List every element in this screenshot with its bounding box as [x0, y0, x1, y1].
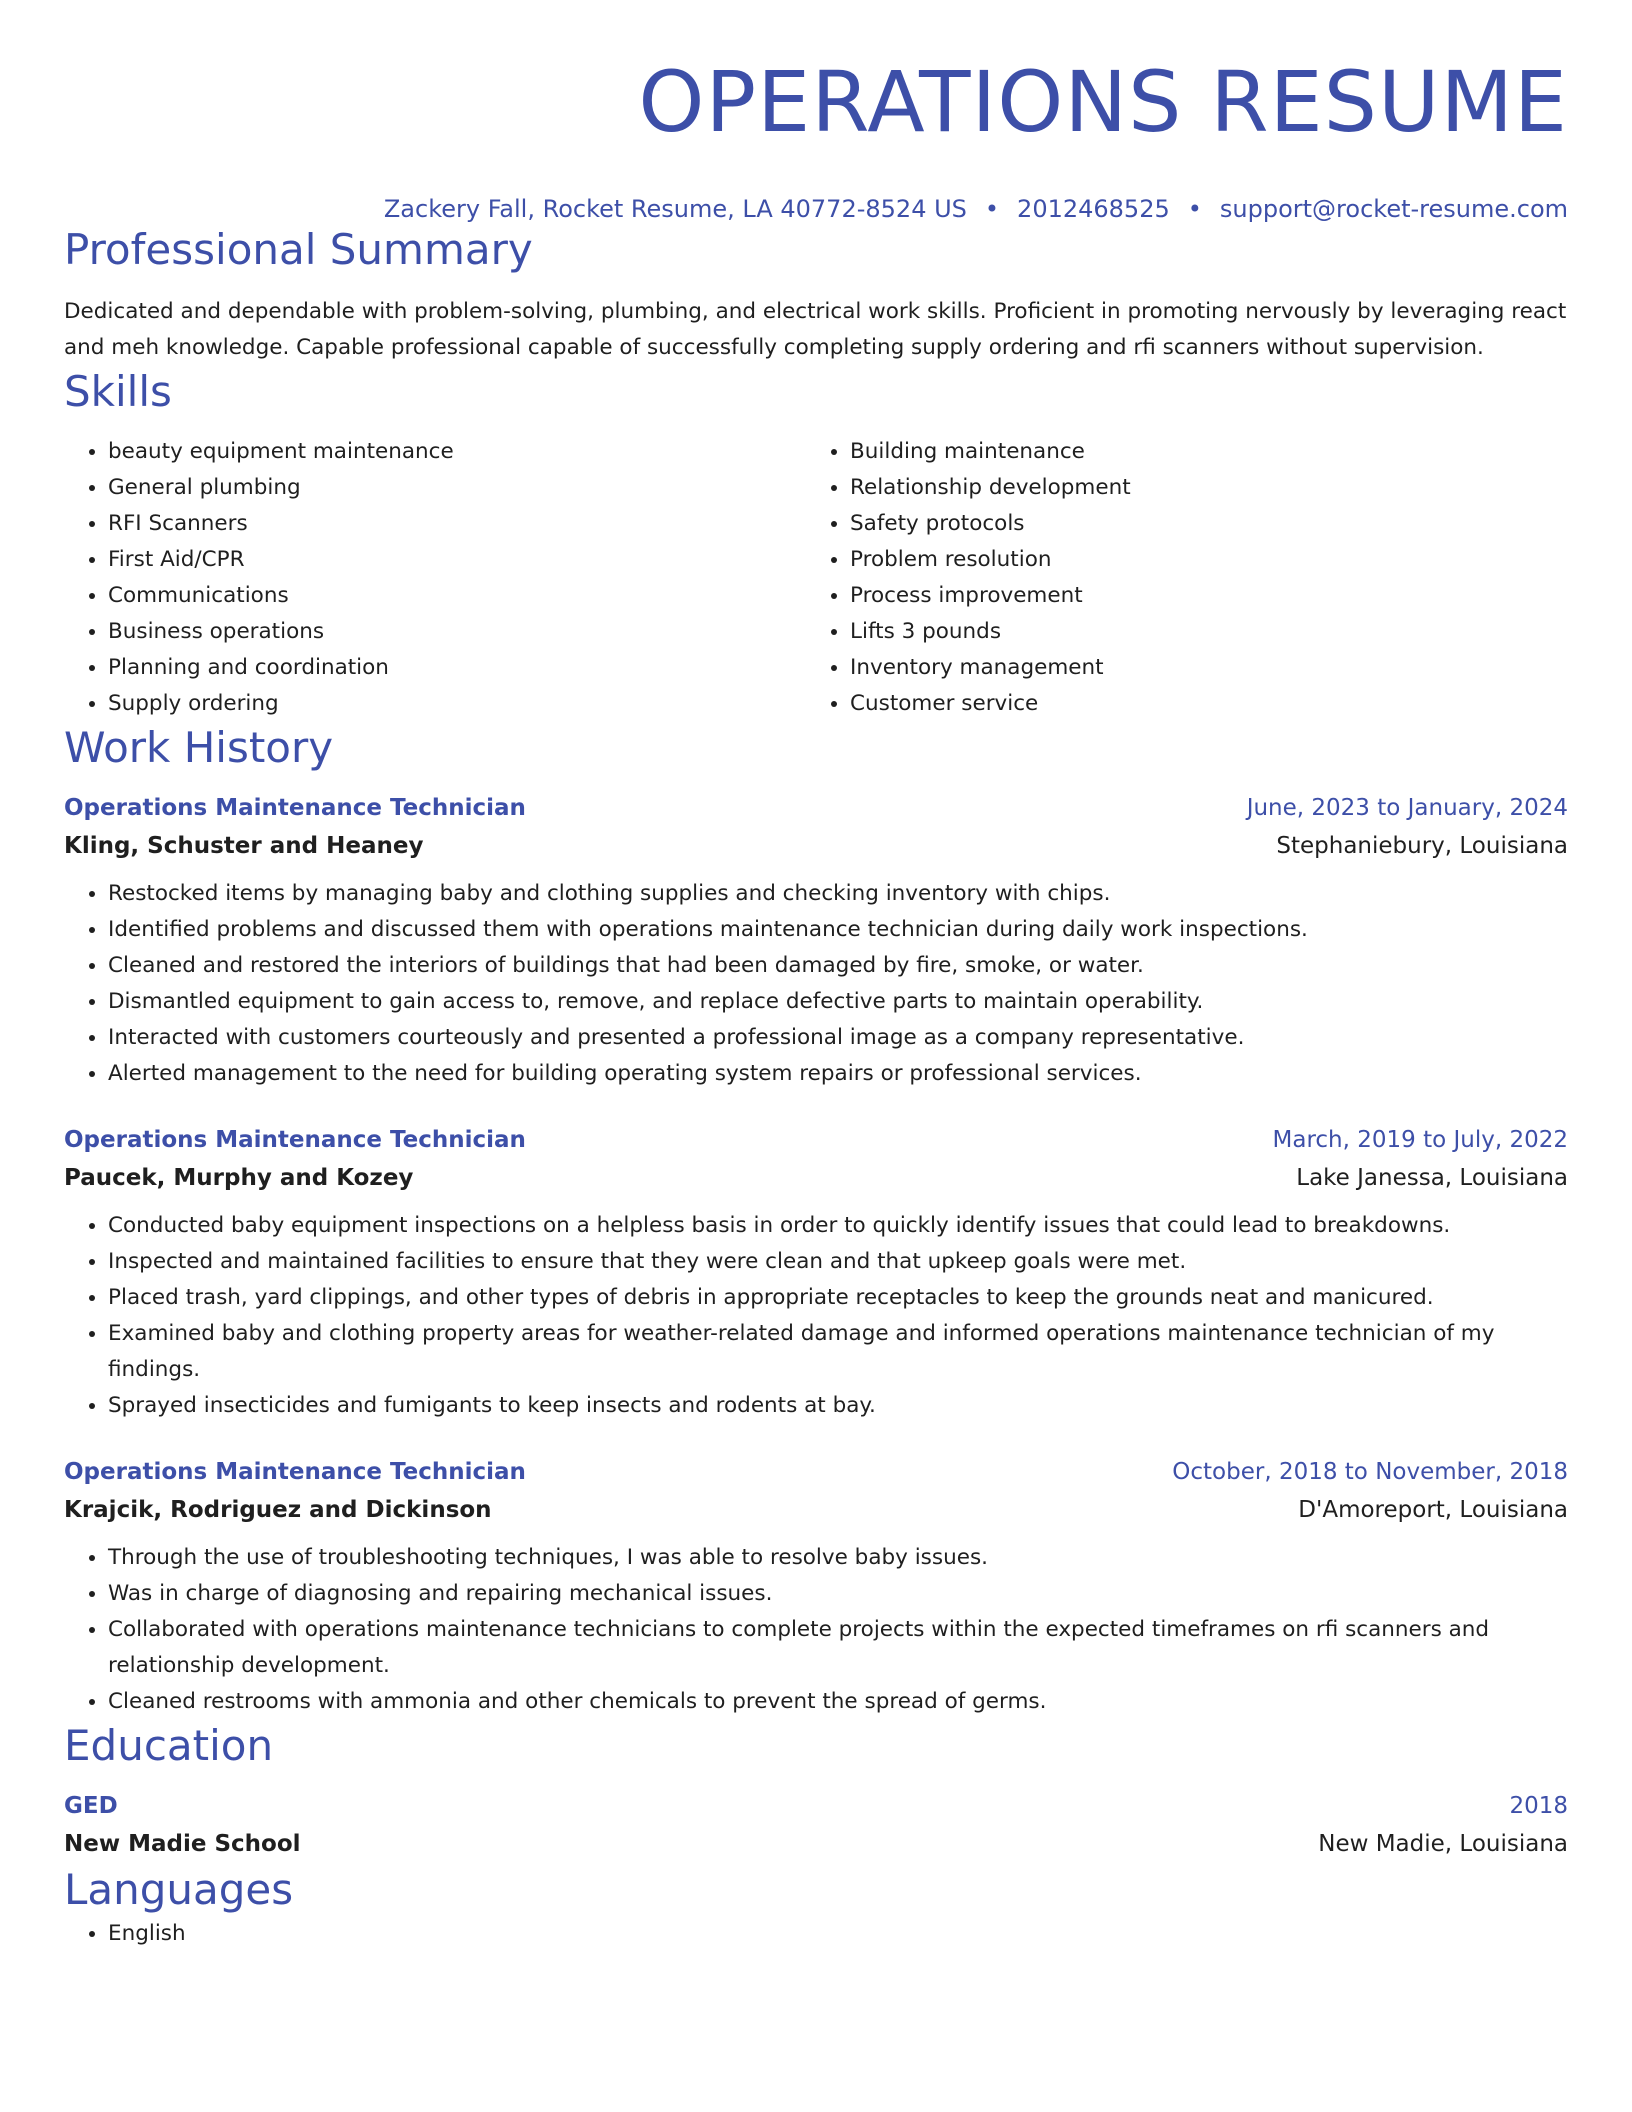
- education-heading: Education: [64, 1721, 274, 1770]
- job-location: Stephaniebury, Louisiana: [1276, 833, 1568, 859]
- job-dates: March, 2019 to July, 2022: [1272, 1127, 1568, 1153]
- education-location: New Madie, Louisiana: [1318, 1831, 1568, 1857]
- job-location: Lake Janessa, Louisiana: [1296, 1165, 1568, 1191]
- languages-heading: Languages: [64, 1865, 294, 1914]
- job-bullets: [64, 1540, 1568, 1720]
- job-title-row: [64, 1454, 1568, 1490]
- job-entry: [64, 790, 1568, 1092]
- job-title: Operations Maintenance Technician: [64, 795, 526, 821]
- job-company-row: [64, 826, 1568, 866]
- skill-item: • General plumbing: [108, 470, 806, 506]
- job-bullet: • Sprayed insecticides and fumigants to keep insects and rodents at bay.: [108, 1388, 1568, 1424]
- education-degree-row: [64, 1788, 1568, 1824]
- skills-list-right: [806, 434, 1548, 722]
- job-title: Operations Maintenance Technician: [64, 1127, 526, 1153]
- skills-grid: [64, 434, 1568, 722]
- education-school-row: [64, 1824, 1568, 1864]
- skill-item: • Customer service: [850, 686, 1548, 722]
- job-entry: [64, 1122, 1568, 1424]
- job-dates: October, 2018 to November, 2018: [1172, 1459, 1568, 1485]
- job-bullet: • Cleaned restrooms with ammonia and other chemicals to prevent the spread of germs.: [108, 1684, 1568, 1720]
- job-bullet: • Identified problems and discussed them with operations maintenance technician during daily work inspections.: [108, 912, 1568, 948]
- contact-address: Zackery Fall, Rocket Resume, LA 40772-8524 US: [383, 195, 967, 223]
- job-bullet: • Through the use of troubleshooting techniques, I was able to resolve baby issues.: [108, 1540, 1568, 1576]
- job-title: Operations Maintenance Technician: [64, 1459, 526, 1485]
- contact-line: [64, 194, 1568, 224]
- skill-item: • Lifts 3 pounds: [850, 614, 1548, 650]
- skills-column-right: [806, 434, 1548, 722]
- skill-item: • Process improvement: [850, 578, 1548, 614]
- education-degree: GED: [64, 1793, 118, 1819]
- resume-header: [64, 0, 1568, 224]
- education-year: 2018: [1509, 1793, 1568, 1819]
- job-company-row: [64, 1158, 1568, 1198]
- contact-email: support@rocket-resume.com: [1219, 195, 1568, 223]
- job-bullets: [64, 1208, 1568, 1424]
- resume-title: OPERATIONS RESUME: [638, 53, 1568, 151]
- skills-column-left: [64, 434, 806, 722]
- job-company: Kling, Schuster and Heaney: [64, 833, 424, 859]
- job-bullet: • Interacted with customers courteously and presented a professional image as a company representative.: [108, 1020, 1568, 1056]
- language-item: • English: [108, 1916, 1568, 1952]
- job-bullets: [64, 876, 1568, 1092]
- job-bullet: • Cleaned and restored the interiors of buildings that had been damaged by fire, smoke, or water.: [108, 948, 1568, 984]
- job-company: Paucek, Murphy and Kozey: [64, 1165, 414, 1191]
- skills-heading: Skills: [64, 367, 172, 416]
- job-company-row: [64, 1490, 1568, 1530]
- job-bullet: • Alerted management to the need for building operating system repairs or professional services.: [108, 1056, 1568, 1092]
- job-company: Krajcik, Rodriguez and Dickinson: [64, 1497, 492, 1523]
- job-dates: June, 2023 to January, 2024: [1246, 795, 1568, 821]
- skill-item: • Problem resolution: [850, 542, 1548, 578]
- job-bullet: • Inspected and maintained facilities to ensure that they were clean and that upkeep goals were met.: [108, 1244, 1568, 1280]
- skill-item: • Communications: [108, 578, 806, 614]
- job-entry: [64, 1454, 1568, 1720]
- job-bullet: • Restocked items by managing baby and clothing supplies and checking inventory with chips.: [108, 876, 1568, 912]
- job-bullet: • Collaborated with operations maintenance technicians to complete projects within the expected timeframes on rfi scanners and relationship development.: [108, 1612, 1568, 1684]
- languages-list: [64, 1916, 1568, 1952]
- skill-item: • First Aid/CPR: [108, 542, 806, 578]
- skill-item: • Safety protocols: [850, 506, 1548, 542]
- job-bullet: • Examined baby and clothing property areas for weather-related damage and informed operations maintenance technician of my findings.: [108, 1316, 1568, 1388]
- contact-phone: 2012468525: [1017, 195, 1170, 223]
- job-bullet: • Was in charge of diagnosing and repairing mechanical issues.: [108, 1576, 1568, 1612]
- skill-item: • Business operations: [108, 614, 806, 650]
- job-location: D'Amoreport, Louisiana: [1298, 1497, 1568, 1523]
- skill-item: • Planning and coordination: [108, 650, 806, 686]
- job-title-row: [64, 1122, 1568, 1158]
- education-school: New Madie School: [64, 1831, 301, 1857]
- job-title-row: [64, 790, 1568, 826]
- education-entry: [64, 1788, 1568, 1864]
- skill-item: • beauty equipment maintenance: [108, 434, 806, 470]
- skill-item: • Inventory management: [850, 650, 1548, 686]
- contact-separator: •: [1187, 195, 1202, 223]
- skills-list-left: [64, 434, 806, 722]
- job-bullet: • Dismantled equipment to gain access to, remove, and replace defective parts to maintain operability.: [108, 984, 1568, 1020]
- skill-item: • Building maintenance: [850, 434, 1548, 470]
- work-history-heading: Work History: [64, 723, 334, 772]
- skill-item: • Relationship development: [850, 470, 1548, 506]
- skill-item: • Supply ordering: [108, 686, 806, 722]
- skill-item: • RFI Scanners: [108, 506, 806, 542]
- summary-heading: Professional Summary: [64, 225, 533, 274]
- summary-text: Dedicated and dependable with problem-solving, plumbing, and electrical work skills. Proficient in promoting nervously by leveraging react and meh knowledge. Capable professional capable of successfully completing supply ordering and rfi scanners without supervision.: [64, 299, 1567, 360]
- contact-separator: •: [984, 195, 1000, 223]
- job-bullet: • Placed trash, yard clippings, and other types of debris in appropriate receptacles to keep the grounds neat and manicured.: [108, 1280, 1568, 1316]
- job-bullet: • Conducted baby equipment inspections on a helpless basis in order to quickly identify issues that could lead to breakdowns.: [108, 1208, 1568, 1244]
